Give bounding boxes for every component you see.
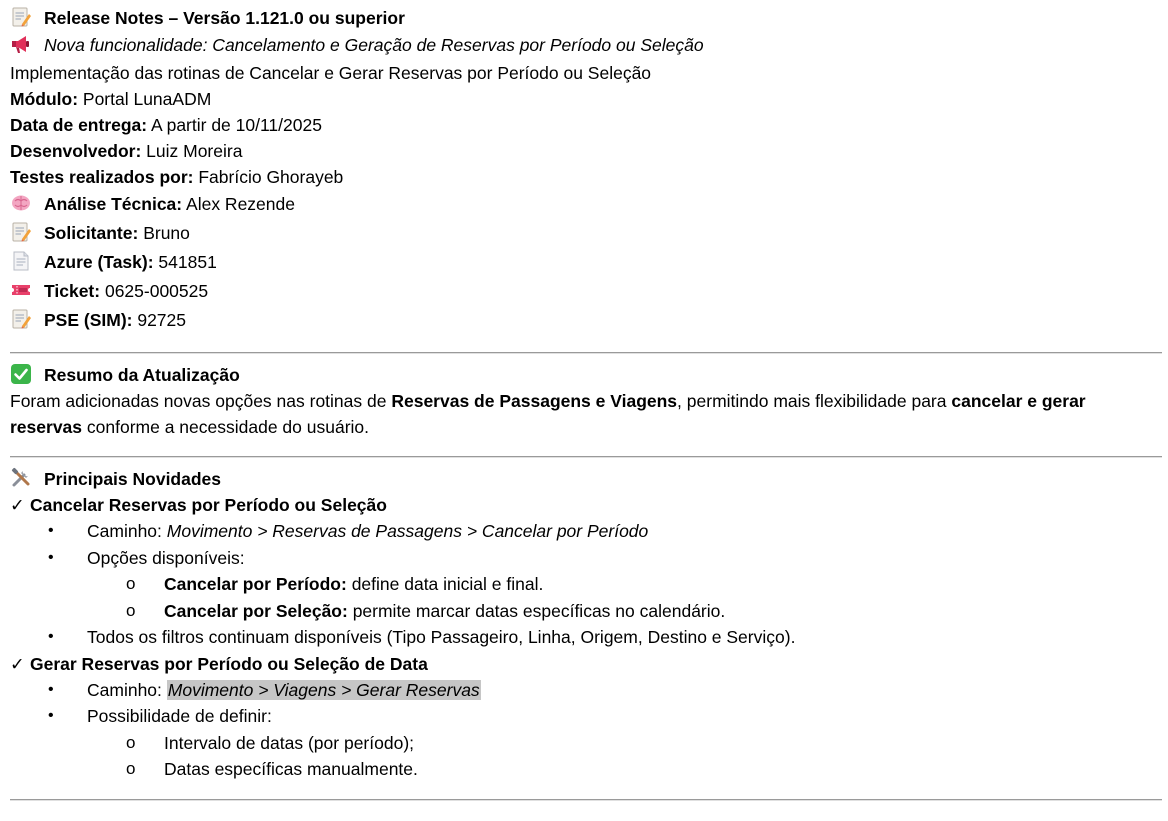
list-item bbox=[10, 677, 1162, 704]
list-item bbox=[10, 730, 1162, 757]
entrega-label: Data de entrega: bbox=[10, 115, 148, 135]
list-item bbox=[10, 518, 1162, 545]
bullet-icon: • bbox=[48, 707, 54, 724]
testes-value: Fabrício Ghorayeb bbox=[193, 167, 344, 187]
bullet-icon: • bbox=[48, 522, 54, 539]
list-item bbox=[10, 571, 1162, 598]
gerar-item-2: Datas específicas manualmente. bbox=[164, 759, 418, 779]
testes-line bbox=[10, 164, 1162, 190]
opcao-1-label: Cancelar por Período: bbox=[164, 574, 347, 594]
solicitante-value: Bruno bbox=[138, 223, 190, 243]
check-box-icon bbox=[10, 363, 34, 385]
dev-line bbox=[10, 138, 1162, 164]
list-item bbox=[10, 624, 1162, 651]
pse-value: 92725 bbox=[132, 310, 187, 330]
ticket-value: 0625-000525 bbox=[100, 281, 209, 301]
azure-value: 541851 bbox=[153, 252, 217, 272]
testes-label: Testes realizados por: bbox=[10, 167, 194, 187]
novidades-heading-line bbox=[10, 466, 1162, 492]
azure-line bbox=[10, 248, 1162, 277]
pse-line bbox=[10, 306, 1162, 335]
analise-line bbox=[10, 190, 1162, 219]
resumo-heading-line bbox=[10, 362, 1162, 388]
entrega-line bbox=[10, 112, 1162, 138]
modulo-line bbox=[10, 86, 1162, 112]
bullet-icon: • bbox=[48, 628, 54, 645]
resumo-text-2: , permitindo mais flexibilidade para bbox=[677, 391, 952, 411]
gerar-heading: Gerar Reservas por Período ou Seleção de Data bbox=[30, 653, 428, 674]
caminho-path-highlighted: Movimento > Viagens > Gerar Reservas bbox=[167, 679, 480, 700]
list-item bbox=[10, 545, 1162, 572]
analise-value: Alex Rezende bbox=[182, 194, 295, 214]
modulo-label: Módulo: bbox=[10, 89, 79, 109]
bullet-icon: • bbox=[48, 548, 54, 566]
bullet-icon: • bbox=[48, 680, 54, 698]
resumo-bold-2: cancelar e gerar reservas bbox=[10, 391, 1086, 437]
novidades-heading: Principais Novidades bbox=[44, 469, 222, 489]
release-notes-document bbox=[10, 5, 1162, 801]
title-line bbox=[10, 5, 1162, 31]
check-mark-icon: ✓ bbox=[10, 653, 25, 674]
gerar-item-1: Intervalo de datas (por período); bbox=[164, 732, 415, 753]
ticket-line bbox=[10, 277, 1162, 306]
resumo-text-3: conforme a necessidade do usuário. bbox=[82, 417, 370, 437]
caminho-label: Caminho: bbox=[87, 679, 167, 700]
list-item bbox=[10, 756, 1162, 783]
ticket-label: Ticket: bbox=[44, 281, 101, 301]
filtros-text: Todos os filtros continuam disponíveis (Tipo Passageiro, Linha, Origem, Destino e Serviço). bbox=[87, 627, 796, 647]
description-line: Implementação das rotinas de Cancelar e Gerar Reservas por Período ou Seleção bbox=[10, 63, 652, 83]
sub-bullet-icon: o bbox=[126, 574, 136, 593]
memo-icon bbox=[10, 308, 34, 330]
caminho-label: Caminho: bbox=[87, 521, 167, 541]
azure-label: Azure (Task): bbox=[44, 252, 154, 272]
check-mark-icon: ✓ bbox=[10, 495, 25, 515]
opcao-1-text: define data inicial e final. bbox=[346, 574, 544, 594]
sub-bullet-icon: o bbox=[126, 759, 136, 778]
analise-label: Análise Técnica: bbox=[44, 194, 183, 214]
tools-icon bbox=[10, 467, 34, 489]
entrega-value: A partir de 10/11/2025 bbox=[147, 115, 322, 135]
opcao-2-text: permite marcar datas específicas no calendário. bbox=[347, 600, 726, 621]
cancelar-heading: Cancelar Reservas por Período ou Seleção bbox=[30, 495, 387, 515]
possibilidade-text: Possibilidade de definir: bbox=[87, 706, 272, 726]
solicitante-label: Solicitante: bbox=[44, 223, 139, 243]
gerar-heading-line bbox=[10, 651, 1162, 677]
megaphone-icon bbox=[10, 33, 34, 55]
dev-value: Luiz Moreira bbox=[141, 141, 243, 161]
resumo-bold-1: Reservas de Passagens e Viagens bbox=[391, 391, 678, 411]
list-item bbox=[10, 703, 1162, 730]
page-subtitle: Nova funcionalidade: Cancelamento e Geração de Reservas por Período ou Seleção bbox=[44, 35, 704, 55]
brain-icon bbox=[10, 192, 34, 214]
ticket-icon bbox=[10, 279, 34, 301]
solicitante-line bbox=[10, 219, 1162, 248]
sub-bullet-icon: o bbox=[126, 600, 136, 620]
resumo-heading: Resumo da Atualização bbox=[44, 365, 240, 385]
pse-label: PSE (SIM): bbox=[44, 310, 133, 330]
opcao-2-label: Cancelar por Seleção: bbox=[164, 600, 348, 621]
resumo-text-1: Foram adicionadas novas opções nas rotinas de bbox=[10, 391, 392, 411]
page-title: Release Notes – Versão 1.121.0 ou superior bbox=[44, 8, 405, 28]
divider bbox=[10, 799, 1162, 801]
page-icon bbox=[10, 250, 34, 272]
memo-icon bbox=[10, 221, 34, 243]
memo-icon bbox=[10, 6, 34, 28]
caminho-path: Movimento > Reservas de Passagens > Cancelar por Período bbox=[166, 521, 649, 541]
cancelar-heading-line bbox=[10, 492, 1162, 518]
dev-label: Desenvolvedor: bbox=[10, 141, 142, 161]
modulo-value: Portal LunaADM bbox=[78, 89, 212, 109]
resumo-paragraph bbox=[10, 388, 1140, 440]
sub-bullet-icon: o bbox=[126, 732, 136, 752]
opcoes-label: Opções disponíveis: bbox=[87, 547, 245, 568]
list-item bbox=[10, 598, 1162, 625]
subtitle-line bbox=[10, 31, 1162, 60]
